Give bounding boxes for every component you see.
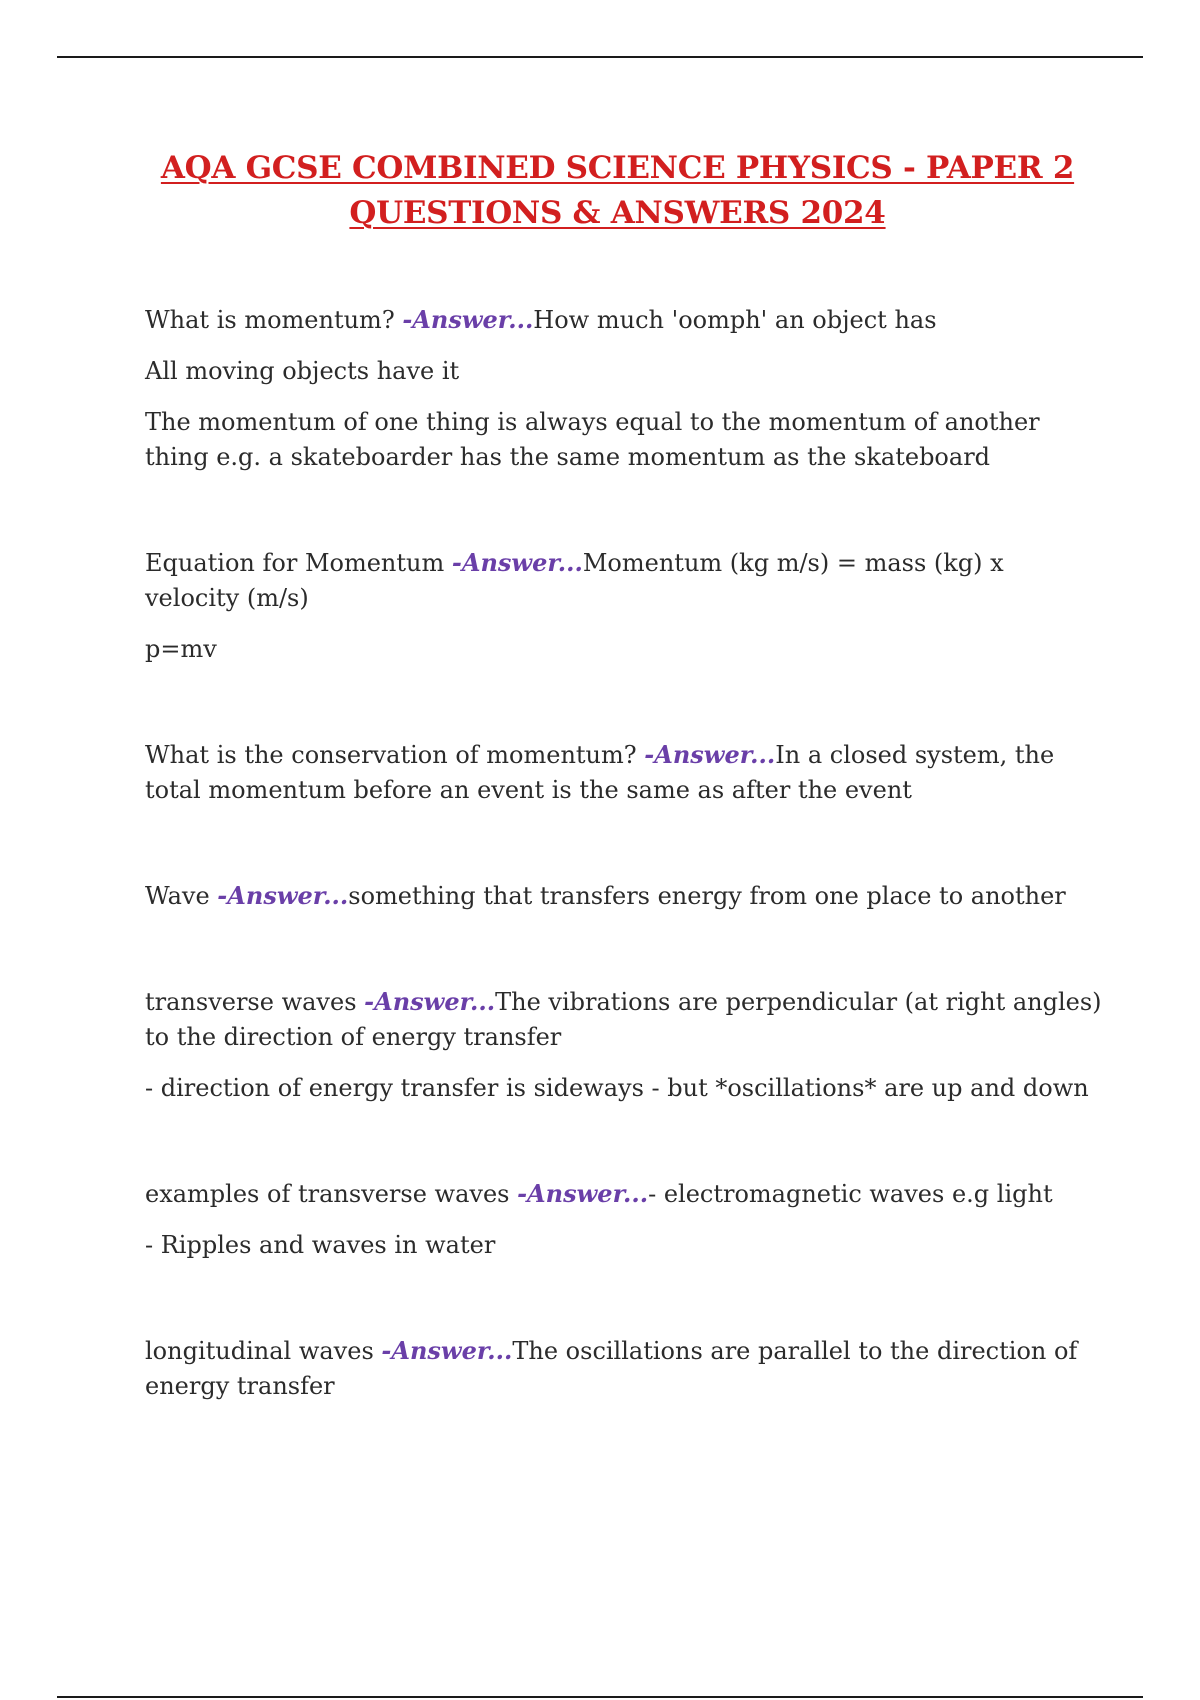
qa-main-line: [145, 545, 1105, 616]
answer-marker: -Answer...: [381, 1336, 513, 1365]
answer-text: Momentum (kg m/s) = mass (kg) x velocity (m/s): [145, 549, 1004, 612]
answer-marker: -Answer...: [364, 987, 496, 1016]
title-line-1: AQA GCSE COMBINED SCIENCE PHYSICS - PAPER 2: [160, 150, 1075, 186]
qa-item: [145, 545, 1105, 667]
answer-marker: -Answer...: [217, 881, 349, 910]
qa-item: [145, 878, 1105, 914]
top-rule: [57, 56, 1143, 58]
qa-main-line: [145, 1176, 1105, 1212]
answer-extra-line: All moving objects have it: [145, 357, 460, 385]
answer-text: In a closed system, the total momentum before an event is the same as after the event: [145, 741, 1055, 804]
answer-marker: -Answer...: [402, 305, 534, 334]
bottom-rule: [57, 1696, 1143, 1698]
qa-item: [145, 302, 1105, 475]
question-text: examples of transverse waves: [145, 1180, 518, 1208]
answer-extra-line: The momentum of one thing is always equal to the momentum of another thing e.g. a skateboarder has the same momentum as the skateboard: [145, 408, 1040, 471]
question-text: What is the conservation of momentum?: [145, 741, 645, 769]
question-text: longitudinal waves: [145, 1337, 382, 1365]
answer-text: How much 'oomph' an object has: [533, 306, 937, 334]
question-text: Equation for Momentum: [145, 549, 452, 577]
answer-text: something that transfers energy from one place to another: [348, 882, 1066, 910]
question-text: transverse waves: [145, 988, 365, 1016]
qa-main-line: [145, 878, 1105, 914]
qa-item: [145, 1333, 1105, 1404]
answer-marker: -Answer...: [517, 1179, 649, 1208]
qa-item: [145, 1176, 1105, 1263]
document-title: [100, 146, 1135, 236]
answer-marker: -Answer...: [644, 740, 776, 769]
answer-text: The oscillations are parallel to the direction of energy transfer: [145, 1337, 1078, 1400]
answer-text: - electromagnetic waves e.g light: [648, 1180, 1053, 1208]
qa-item: [145, 984, 1105, 1106]
qa-main-line: [145, 984, 1105, 1055]
answer-extra-line: - direction of energy transfer is sideways - but *oscillations* are up and down: [145, 1074, 1089, 1102]
qa-main-line: [145, 302, 1105, 338]
answer-extra-line: - Ripples and waves in water: [145, 1231, 496, 1259]
question-text: Wave: [145, 882, 218, 910]
answer-extra-line: p=mv: [145, 635, 217, 663]
title-line-2: QUESTIONS & ANSWERS 2024: [349, 195, 886, 231]
qa-item: [145, 737, 1105, 808]
qa-main-line: [145, 1333, 1105, 1404]
qa-list: [145, 302, 1105, 1404]
answer-marker: -Answer...: [451, 548, 583, 577]
answer-text: The vibrations are perpendicular (at right angles) to the direction of energy transfer: [145, 988, 1102, 1051]
qa-main-line: [145, 737, 1105, 808]
question-text: What is momentum?: [145, 306, 403, 334]
